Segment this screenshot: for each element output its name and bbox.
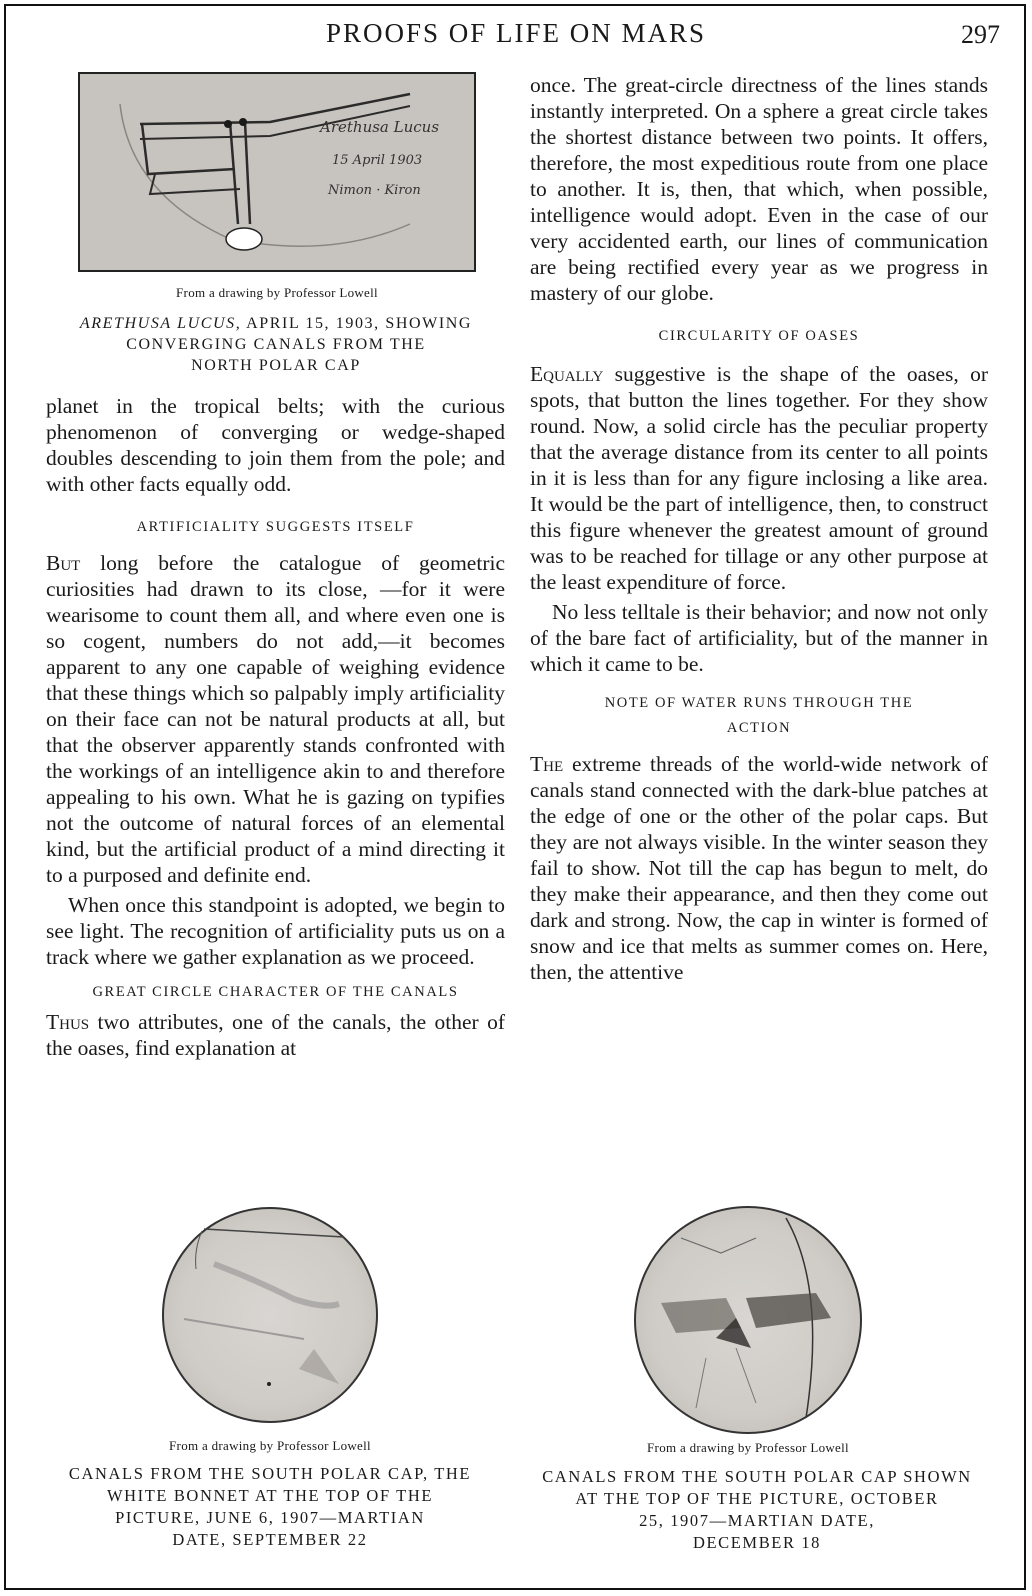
mars-disc-october [634, 1206, 862, 1434]
caption-line [36, 313, 516, 334]
paragraph [46, 1009, 505, 1061]
paragraph: When once this standpoint is adopted, we begin to see light. The recognition of artificiality puts us on a track where we gather explanation as we proceed. [46, 893, 505, 969]
lead-word: Thus [46, 1010, 90, 1034]
lead-word: But [46, 551, 81, 575]
mars-disc-june [162, 1207, 378, 1423]
paragraph-text: two attributes, one of the canals, the other of the oases, find explanation at [46, 1010, 505, 1060]
section-heading: GREAT CIRCLE CHARACTER OF THE CANALS [92, 984, 459, 1000]
figure-caption [514, 1466, 1000, 1554]
lead-word: Equally [530, 362, 604, 386]
figure-credit: From a drawing by Professor Lowell [176, 285, 378, 300]
handwriting-line-3: Nimon · Kiron [328, 183, 421, 198]
figure-credit: From a drawing by Professor Lowell [169, 1438, 371, 1453]
figure-caption [22, 1463, 518, 1551]
caption-line: DECEMBER 18 [692, 1533, 822, 1552]
paragraph [530, 361, 988, 595]
caption-line: DATE, SEPTEMBER 22 [172, 1530, 368, 1549]
caption-line: 25, 1907—MARTIAN DATE, [639, 1511, 875, 1530]
lead-word: The [530, 752, 564, 776]
caption-line: CANALS FROM THE SOUTH POLAR CAP, THE [68, 1464, 472, 1483]
figure-credit: From a drawing by Professor Lowell [647, 1440, 849, 1455]
page-number: 297 [961, 20, 1000, 49]
handwriting-line-1: Arethusa Lucus [320, 118, 440, 136]
paragraph-text: extreme threads of the world-wide network of canals stand connected with the dark-blue patches at the edge of one or the other of the polar caps. But they are not always visible. In the winter season they fail to show. Not till the cap has begun to melt, do they make their appearance, and then they come out dark and strong. Now, the cap in winter is formed of snow and ice that melts as summer comes on. Here, then, the attentive [530, 752, 988, 984]
handwriting-line-2: 15 April 1903 [332, 153, 423, 168]
section-heading: ARTIFICIALITY SUGGESTS ITSELF [136, 519, 415, 535]
paragraph [530, 751, 988, 985]
paragraph: No less telltale is their behavior; and now not only of the bare fact of artificiality, but of the manner in which it came to be. [530, 600, 988, 676]
caption-line: PICTURE, JUNE 6, 1907—MARTIAN [115, 1508, 425, 1527]
paragraph: once. The great-circle directness of the lines stands instantly interpreted. On a sphere a great circle takes the shortest distance between two points. It offers, therefore, the most expeditious route from one place to another. It is, then, that which, when possible, intelligence would adopt. Even in the case of our very accidented earth, our lines of communication are being rectified every year as we progress in mastery of our globe. [530, 73, 988, 305]
mars-drawing-june [164, 1209, 376, 1421]
paragraph [46, 550, 505, 888]
caption-line: CONVERGING CANALS FROM THE [126, 336, 426, 353]
caption-line: NORTH POLAR CAP [191, 357, 361, 374]
running-head: PROOFS OF LIFE ON MARS [325, 18, 707, 48]
arethusa-drawing [80, 74, 474, 270]
caption-italic: ARETHUSA LUCUS, [79, 315, 242, 332]
paragraph-text: long before the catalogue of geometric curiosities had drawn to its close, —for it were wearisome to count them all, and where even one is so cogent, numbers do not add,—it becomes apparent to any one capable of weighing evidence that these things which so palpably imply artificiality on their face can not be natural products at all, but that the observer apparently stands confronted with the workings of an intelligence akin to and therefore appealing to his own. What he is gazing on typifies not the outcome of natural forces of an elemental kind, but the artificial product of a mind directing it to a purposed and definite end. [46, 551, 505, 887]
section-heading: CIRCULARITY OF OASES [658, 328, 860, 344]
section-heading [530, 691, 988, 741]
mars-drawing-october [636, 1208, 860, 1432]
caption-line: CANALS FROM THE SOUTH POLAR CAP SHOWN [542, 1467, 972, 1486]
heading-line: ACTION [726, 720, 792, 736]
paragraph-text: suggestive is the shape of the oases, or spots, that button the lines together. For they show round. Now, a solid circle has the peculiar property that the average distance from its center to all points in it is less than for any figure inclosing a like area. It would be the part of intelligence, then, to construct this figure whenever the greatest amount of ground was to be reached for tillage or any other purpose at the least expenditure of force. [530, 362, 988, 594]
caption-line: WHITE BONNET AT THE TOP OF THE [106, 1486, 434, 1505]
figure-caption [36, 313, 516, 376]
left-column [46, 393, 505, 1061]
caption-line: AT THE TOP OF THE PICTURE, OCTOBER [575, 1489, 939, 1508]
figure-arethusa-lucus [78, 72, 476, 272]
right-column [530, 72, 988, 985]
caption-rest: APRIL 15, 1903, SHOWING [241, 315, 473, 332]
paragraph: planet in the tropical belts; with the curious phenomenon of converging or wedge-shaped doubles descending to join them from the pole; and with other facts equally odd. [46, 394, 505, 496]
heading-line: NOTE OF WATER RUNS THROUGH THE [604, 695, 914, 711]
